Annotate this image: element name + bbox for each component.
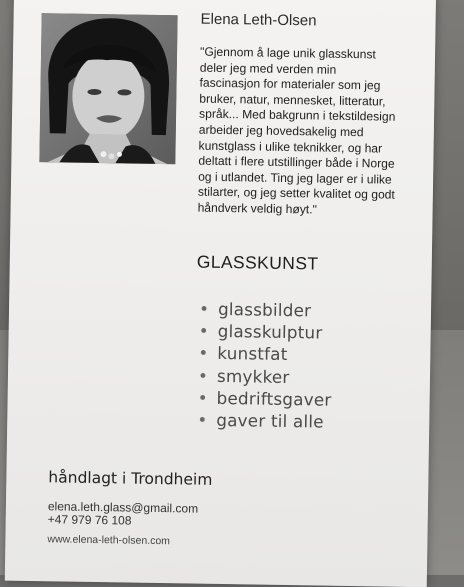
quote-line: deltatt i flere utstillinger både i Norge [198,153,395,171]
list-item [196,320,333,344]
quote-line: kunstglass i ulike teknikker, og har [198,138,383,156]
contact-phone: +47 979 76 108 [47,512,132,528]
bullet-icon: • [198,298,210,319]
product-list [194,298,333,433]
website-url: www.elena-leth-olsen.com [47,533,171,548]
quote-line: "Gjennom å lage unik glasskunst [199,44,376,62]
list-item-label: glasskulptur [217,321,323,343]
bullet-icon: • [197,387,208,408]
bullet-icon: • [198,343,209,364]
quote-line: språk... Med bakgrunn i tekstildesign [199,106,396,125]
section-heading: GLASSKUNST [196,251,319,274]
list-item [195,364,332,388]
list-item [195,342,332,366]
quote-line: deler jeg med verden min [199,60,337,77]
quote-line: håndverk veldig høyt." [197,200,317,217]
bullet-icon: • [198,320,209,341]
bullet-icon: • [197,365,209,386]
list-item-label: smykker [216,365,290,387]
list-item [194,409,331,433]
quote-line: arbeider jeg hovedsakelig med [198,122,364,140]
quote-line: stilarter, og jeg setter kvalitet og godt [197,184,395,203]
list-item [196,298,333,322]
artist-name: Elena Leth-Olsen [200,10,317,30]
quote-line: fascinasjon for materialer som jeg [199,75,381,93]
flyer-sheet [5,0,436,587]
portrait-photo [39,13,177,164]
list-item-label: kunstfat [217,343,288,365]
contact-email: elena.leth.glass@gmail.com [47,499,199,516]
list-item-label: glassbilder [217,298,312,321]
tagline: håndlagt i Trondheim [48,468,213,489]
artist-quote [198,45,437,220]
quote-line: og i utlandet. Ting jeg lager er i ulike [198,169,392,187]
quote-line: bruker, natur, mennesket, litteratur, [199,91,386,109]
list-item-label: gaver til alle [216,409,324,432]
bullet-icon: • [197,409,208,430]
list-item [194,386,331,410]
list-item-label: bedriftsgaver [216,387,332,410]
